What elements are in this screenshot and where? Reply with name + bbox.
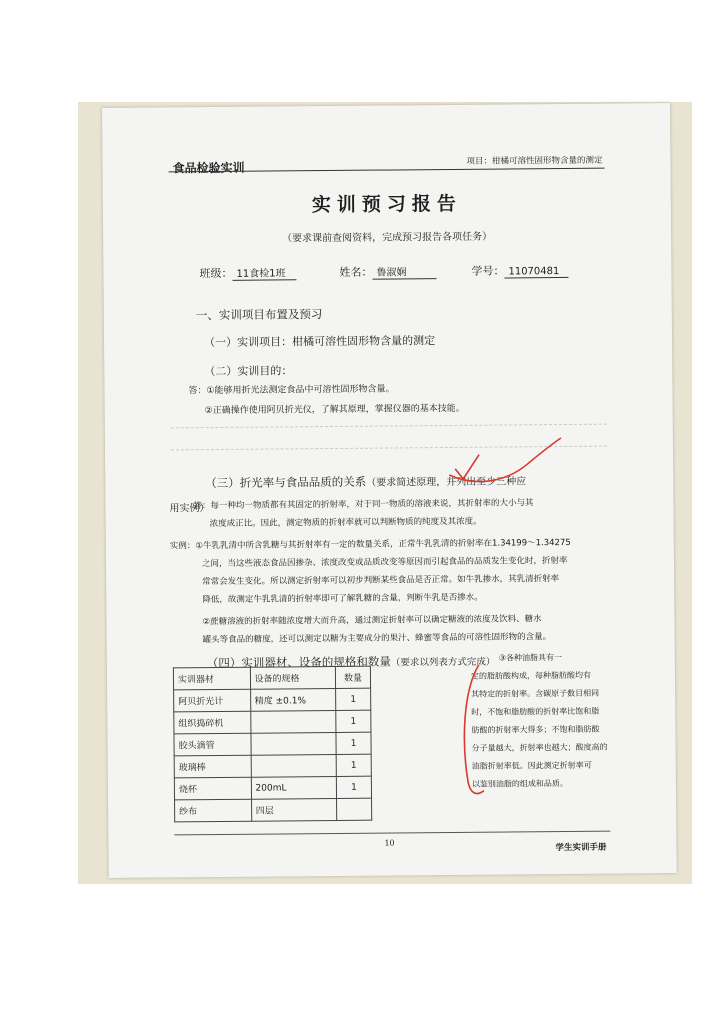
principle-line-1: 答：每一种均一物质都有其固定的折射率，对于同一物质的溶液来说，其折射率的大小与其 <box>193 498 534 512</box>
example-line-4: 降低，故测定牛乳乳清的折射率即可了解乳糖的含量，判断牛乳是否掺水。 <box>202 592 483 606</box>
dashed-rule <box>171 424 607 429</box>
example-line-1: 实例：①牛乳乳清中所含乳糖与其折射率有一定的数量关系，正常牛乳乳清的折射率在1.34199～1.34275 <box>169 537 571 552</box>
table-cell: 1 <box>336 776 371 798</box>
table-cell: 阿贝折光计 <box>174 689 251 712</box>
example-line-6: 罐头等食品的糖度，还可以测定以糖为主要成分的果汁、蜂蜜等食品的可溶性固形物的含量。 <box>202 632 552 646</box>
example-line-5: ②蔗糖溶液的折射率随浓度增大而升高，通过测定折射率可以确定糖液的浓度及饮料、糖水 <box>202 614 542 628</box>
oil-example-line-8: 以鉴别油脂的组成和品质。 <box>471 778 568 789</box>
project-item: （一）实训项目：柑橘可溶性固形物含量的测定 <box>203 334 436 350</box>
equipment-table <box>173 666 372 823</box>
footer-rule <box>174 831 610 836</box>
table-header-row <box>173 666 370 690</box>
class-field <box>199 264 296 281</box>
goal-line-1: 答：①能够用折光法测定食品中可溶性固形物含量。 <box>188 384 395 397</box>
footer-title: 学生实训手册 <box>555 842 607 854</box>
header-course: 食品检验实训 <box>172 160 245 176</box>
section3-note: （要求简述原理，并列出至少三种应 <box>366 476 527 489</box>
header-project: 项目：柑橘可溶性固形物含量的测定 <box>466 155 603 167</box>
table-cell: 200mL <box>251 776 337 799</box>
table-row <box>174 688 371 712</box>
table-cell <box>337 798 372 820</box>
table-cell: 1 <box>336 754 371 776</box>
page-subtitle: （要求课前查阅资料，完成预习报告各项任务） <box>282 231 493 245</box>
name-field <box>339 263 436 280</box>
table-cell: 精度 ±0.1% <box>250 688 336 711</box>
goal-line-2: ②正确操作使用阿贝折光仪，了解其原理，掌握仪器的基本技能。 <box>204 403 465 417</box>
oil-example-line-7: 油脂折射率低。因此测定折射率可 <box>471 760 592 771</box>
column-header: 数量 <box>335 666 370 688</box>
page-title: 实训预习报告 <box>311 192 462 217</box>
oil-example-line-4: 时，不饱和脂肪酸的折射率比饱和脂 <box>471 706 600 717</box>
red-check-mark-icon <box>445 434 566 495</box>
oil-example-line-1: ③各种油脂具有一 <box>498 653 563 663</box>
table-cell <box>251 732 337 755</box>
table-cell: 胶头滴管 <box>174 733 251 756</box>
example-line-3: 常常会发生变化。所以测定折射率可以初步判断某些食品是否正常。如牛乳掺水，其乳清折射率 <box>202 574 560 588</box>
table-row <box>174 732 371 756</box>
table-row <box>174 710 371 734</box>
name-value: 鲁淑娴 <box>372 263 436 280</box>
section3-title: （三）折光率与食品品质的关系 <box>205 474 367 491</box>
oil-example-line-3: 其特定的折射率。含碳原子数目相同 <box>471 688 600 699</box>
class-label: 班级： <box>199 266 233 281</box>
id-value: 11070481 <box>504 266 568 279</box>
principle-line-2: 浓度成正比。因此，测定物质的折射率就可以判断物质的纯度及其浓度。 <box>209 516 482 530</box>
name-label: 姓名： <box>339 265 373 279</box>
example-line-2: 之间，当这些液态食品因掺杂、浓度改变或品质改变等原因而引起食品的品质发生变化时，折射率 <box>201 555 568 570</box>
table-row <box>174 776 371 800</box>
table-cell: 玻璃棒 <box>174 755 251 778</box>
column-header: 实训器材 <box>173 667 250 690</box>
table-cell: 纱布 <box>175 799 252 822</box>
column-header: 设备的规格 <box>250 666 336 689</box>
oil-example-line-5: 肪酸的折射率大得多；不饱和脂肪酸 <box>471 724 600 735</box>
table-cell <box>251 754 337 777</box>
id-label: 学号： <box>471 264 505 278</box>
worksheet-page <box>102 103 677 878</box>
id-field <box>471 262 568 279</box>
oil-example-line-2: 定的脂肪酸构成，每种脂肪酸均有 <box>470 670 592 681</box>
page-number: 10 <box>384 838 395 848</box>
table-cell <box>250 710 336 733</box>
section3-note-cont: 用实例） <box>169 503 210 515</box>
goal-item: （二）实训目的： <box>204 364 293 379</box>
section4-note: （要求以列表方式完成） <box>390 656 496 669</box>
table-cell: 组织捣碎机 <box>174 711 251 734</box>
section4-title: （四）实训器材、设备的规格和数量 <box>206 654 391 671</box>
oil-example-line-6: 分子量越大，折射率也越大；酸度高的 <box>471 742 608 753</box>
red-bracket-mark-icon <box>457 661 488 801</box>
table-cell: 烧杯 <box>174 777 251 800</box>
table-row <box>175 798 372 822</box>
table-row <box>174 754 371 778</box>
table-cell: 1 <box>336 732 371 754</box>
class-value: 11食检1班 <box>232 264 296 281</box>
table-cell: 1 <box>336 710 371 732</box>
table-cell: 四层 <box>251 798 337 821</box>
table-cell: 1 <box>336 688 371 710</box>
section1-heading: 一、实训项目布置及预习 <box>195 307 323 323</box>
